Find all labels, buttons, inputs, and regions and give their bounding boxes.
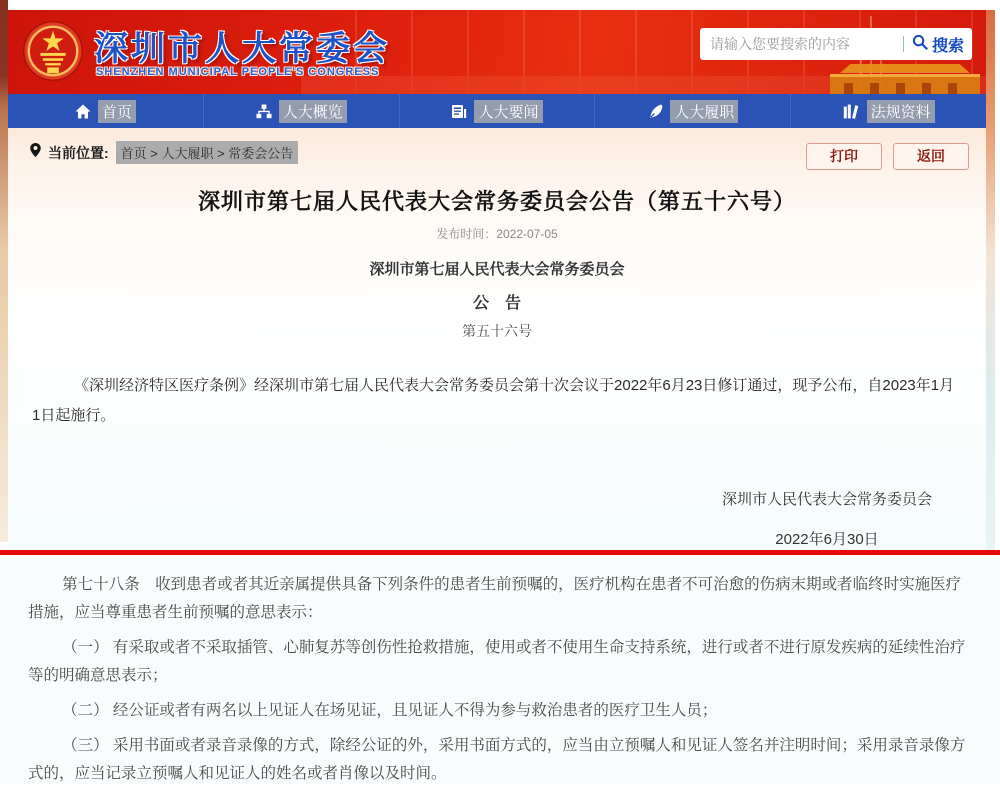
publish-date: 发布时间：2022-07-05 xyxy=(436,227,558,241)
signature-org: 深圳市人民代表大会常务委员会 xyxy=(721,491,932,508)
issuing-org-line: 深圳市第七届人民代表大会常务委员会 xyxy=(369,261,625,278)
news-icon xyxy=(451,104,467,119)
nav-item-regulations[interactable] xyxy=(791,94,986,128)
breadcrumb-label: 当前位置: xyxy=(48,144,109,161)
article-body: 《深圳经济特区医疗条例》经深圳市第七届人民代表大会常务委员会第十次会议于2022年6月23日修订通过，现予公布，自2023年1月1日起施行。 xyxy=(32,377,955,424)
nav-item-label: 首页 xyxy=(98,100,136,123)
article-panel xyxy=(8,128,986,550)
excerpt-paragraph: （二） 经公证或者有两名以上见证人在场见证，且见证人不得为参与救治患者的医疗卫生人员； xyxy=(62,702,718,719)
location-pin-icon xyxy=(30,143,41,162)
site-header xyxy=(8,10,986,94)
notice-number: 第五十六号 xyxy=(462,323,532,339)
main-navigation xyxy=(8,94,986,128)
nav-item-home[interactable] xyxy=(8,94,204,128)
books-icon xyxy=(843,104,860,119)
excerpt-paragraph: （一） 有采取或者不采取插管、心肺复苏等创伤性抢救措施，使用或者不使用生命支持系统，进行或者不进行原发疾病的延续性治疗等的明确意思表示； xyxy=(28,639,966,684)
home-icon xyxy=(75,104,91,119)
toolbar xyxy=(806,143,969,170)
signature-block xyxy=(722,488,932,549)
search-divider xyxy=(903,36,904,52)
search-icon xyxy=(912,34,928,55)
signature-date: 2022年6月30日 xyxy=(775,531,879,548)
regulation-excerpt xyxy=(0,555,1000,784)
nav-item-label: 人大要闻 xyxy=(474,100,542,123)
nav-item-news[interactable] xyxy=(400,94,596,128)
search-button-label: 搜索 xyxy=(931,37,964,55)
article-title: 深圳市第七届人民代表大会常务委员会公告（第五十六号） xyxy=(197,189,796,214)
nav-item-label: 法规资料 xyxy=(867,100,935,123)
page-right-border xyxy=(986,10,995,552)
pen-icon xyxy=(647,104,663,119)
pagoda-decoration xyxy=(830,64,980,94)
notice-heading: 公 告 xyxy=(472,295,521,312)
excerpt-paragraph: （三） 采用书面或者录音录像的方式，除经公证的外，采用书面方式的，应当由立预嘱人和见证人签名并注明时间；采用录音录像方式的，应当记录立预嘱人和见证人的姓名或者肖像以及时间。 xyxy=(28,737,966,782)
print-button[interactable]: 打印 xyxy=(806,143,882,170)
search-input[interactable] xyxy=(702,36,903,52)
breadcrumb xyxy=(30,141,298,164)
page-left-border xyxy=(0,0,8,542)
back-button[interactable]: 返回 xyxy=(893,143,969,170)
nav-item-duty[interactable] xyxy=(595,94,791,128)
search-box xyxy=(700,28,972,60)
excerpt-paragraph: 第七十八条 收到患者或者其近亲属提供具备下列条件的患者生前预嘱的，医疗机构在患者不可治愈的伤病末期或者临终时实施医疗措施，应当尊重患者生前预嘱的意思表示： xyxy=(28,576,962,621)
nav-item-label: 人大履职 xyxy=(670,100,738,123)
site-title: 深圳市人大常委会 xyxy=(94,30,390,68)
nav-item-label: 人大概览 xyxy=(279,100,347,123)
nav-item-overview[interactable] xyxy=(204,94,400,128)
sitemap-icon xyxy=(256,104,272,119)
national-emblem-logo xyxy=(22,20,84,82)
search-button[interactable] xyxy=(912,33,964,56)
site-subtitle: SHENZHEN MUNICIPAL PEOPLE'S CONGRESS xyxy=(96,66,380,78)
breadcrumb-path[interactable]: 首页 > 人大履职 > 常委会公告 xyxy=(116,141,299,164)
